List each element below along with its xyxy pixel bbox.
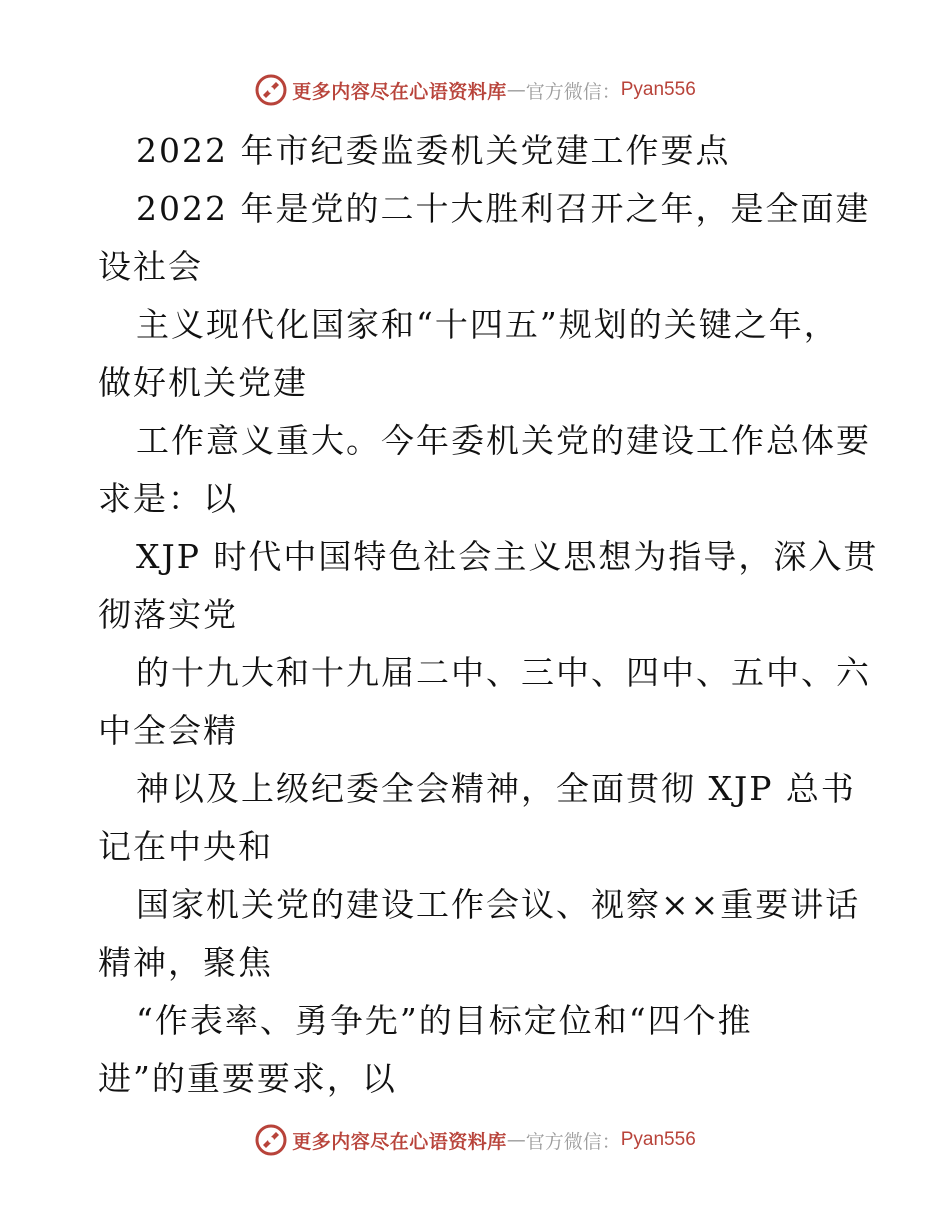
paragraph-line: 国家机关党的建设工作会议、视察××重要讲话 bbox=[136, 885, 861, 924]
paragraph-line: 彻落实党 bbox=[98, 595, 238, 634]
paragraph-line: 神以及上级纪委全会精神，全面贯彻 XJP 总书 bbox=[136, 769, 856, 808]
watermark-dash: — bbox=[506, 79, 526, 101]
paragraph-line: 的十九大和十九届二中、三中、四中、五中、六 bbox=[136, 653, 871, 692]
paragraph-line: 精神，聚焦 bbox=[98, 943, 273, 982]
paragraph-line: 求是：以 bbox=[98, 479, 238, 518]
paragraph-line: 中全会精 bbox=[98, 711, 238, 750]
paragraph-line: 记在中央和 bbox=[98, 827, 273, 866]
watermark-brand: 更多内容尽在心语资料库 bbox=[292, 1130, 507, 1153]
paragraph-line: XJP 时代中国特色社会主义思想为指导，深入贯 bbox=[136, 537, 879, 576]
library-logo-icon bbox=[254, 1123, 288, 1157]
document-title: 2022 年市纪委监委机关党建工作要点 bbox=[136, 131, 731, 170]
paragraph-line: 做好机关党建 bbox=[98, 363, 308, 402]
paragraph-line: 进”的重要要求，以 bbox=[98, 1059, 397, 1098]
paragraph-line: 工作意义重大。今年委机关党的建设工作总体要 bbox=[136, 421, 871, 460]
watermark-dash: — bbox=[506, 1129, 526, 1151]
watermark-account-label: 官方微信： bbox=[525, 80, 621, 103]
watermark-brand: 更多内容尽在心语资料库 bbox=[292, 80, 507, 103]
library-logo-icon bbox=[254, 73, 288, 107]
watermark-account-id: Pyan556 bbox=[620, 1129, 696, 1150]
footer-watermark bbox=[0, 1120, 950, 1160]
paragraph-line: “作表率、勇争先”的目标定位和“四个推 bbox=[136, 1001, 753, 1040]
paragraph-line: 设社会 bbox=[98, 247, 203, 286]
watermark-account-id: Pyan556 bbox=[620, 79, 696, 100]
document-body bbox=[98, 122, 879, 1108]
paragraph-line: 主义现代化国家和“十四五”规划的关键之年， bbox=[136, 305, 839, 344]
header-watermark bbox=[0, 70, 950, 110]
watermark-account-label: 官方微信： bbox=[525, 1130, 621, 1153]
paragraph-line: 2022 年是党的二十大胜利召开之年，是全面建 bbox=[136, 189, 871, 228]
